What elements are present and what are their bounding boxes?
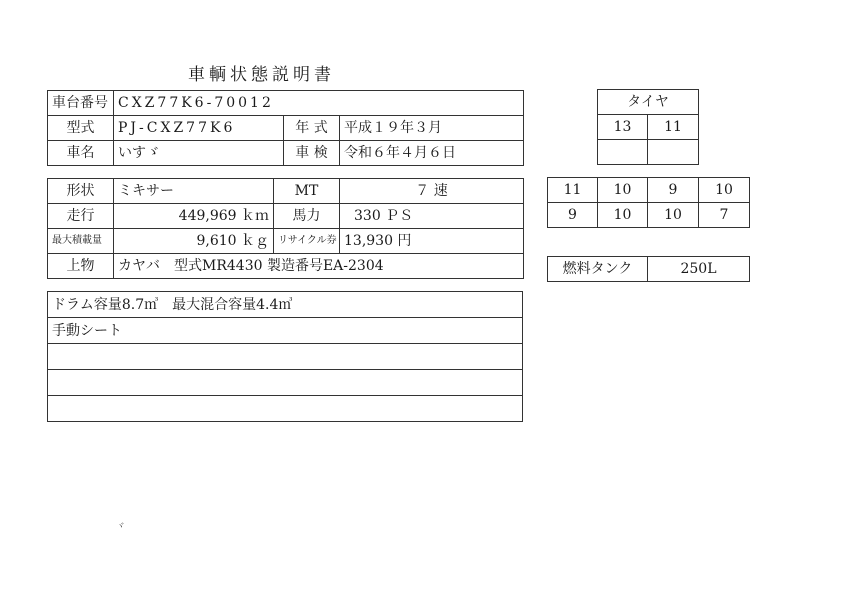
scan-mark: ヾ	[116, 522, 126, 532]
table-row	[598, 90, 699, 115]
tire-rear-cell: 10	[699, 178, 750, 203]
chassis-value: CXZ77K6-70012	[114, 91, 524, 116]
fuel-tank-table	[547, 256, 750, 282]
spec-table	[47, 178, 524, 279]
list-item	[48, 318, 523, 344]
model-label: 型式	[48, 116, 114, 141]
table-row	[48, 116, 524, 141]
inspection-value: 令和６年４月６日	[340, 141, 524, 166]
load-label: 最大積載量	[48, 229, 114, 254]
table-row	[48, 141, 524, 166]
list-item	[48, 396, 523, 422]
tire-rear-cell: 10	[598, 178, 648, 203]
rear-tire-table	[547, 177, 750, 228]
note-line	[48, 396, 523, 422]
year-value: 平成１９年３月	[340, 116, 524, 141]
table-row	[598, 115, 699, 140]
document-title: 車輌状態説明書	[188, 65, 335, 85]
tire-rear-cell: 9	[648, 178, 699, 203]
table-row	[48, 254, 524, 279]
table-row	[48, 91, 524, 116]
recycle-label: リサイクル券	[274, 229, 340, 254]
recycle-value: 13,930 円	[340, 229, 524, 254]
chassis-label: 車台番号	[48, 91, 114, 116]
table-row	[598, 140, 699, 165]
load-value: 9,610 ｋｇ	[114, 229, 274, 254]
note-line: ドラム容量8.7㎥ 最大混合容量4.4㎥	[48, 292, 523, 318]
shape-label: 形状	[48, 179, 114, 204]
front-tire-table	[597, 89, 699, 165]
list-item	[48, 292, 523, 318]
mt-value: ７ 速	[340, 179, 524, 204]
tire-front-left: 13	[598, 115, 648, 140]
table-row	[48, 204, 524, 229]
tire-rear-cell: 10	[648, 203, 699, 228]
table-row	[48, 229, 524, 254]
table-row	[48, 179, 524, 204]
fuel-label: 燃料タンク	[548, 257, 648, 282]
power-label: 馬力	[274, 204, 340, 229]
mileage-value: 449,969 ｋｍ	[114, 204, 274, 229]
list-item	[48, 344, 523, 370]
tire-header: タイヤ	[598, 90, 699, 115]
table-row	[548, 257, 750, 282]
tire-front-extra-left	[598, 140, 648, 165]
maker-value: いすゞ	[114, 141, 284, 166]
mt-label: MT	[274, 179, 340, 204]
mileage-label: 走行	[48, 204, 114, 229]
table-row	[548, 178, 750, 203]
tire-rear-cell: 9	[548, 203, 598, 228]
power-value: 330 ＰＳ	[340, 204, 524, 229]
notes-table	[47, 291, 523, 422]
list-item	[48, 370, 523, 396]
tire-rear-cell: 7	[699, 203, 750, 228]
tire-rear-cell: 10	[598, 203, 648, 228]
shape-value: ミキサー	[114, 179, 274, 204]
body-label: 上物	[48, 254, 114, 279]
note-line	[48, 344, 523, 370]
inspection-label: 車 検	[284, 141, 340, 166]
fuel-value: 250L	[648, 257, 750, 282]
table-row	[548, 203, 750, 228]
tire-rear-cell: 11	[548, 178, 598, 203]
model-value: PJ-CXZ77K6	[114, 116, 284, 141]
year-label: 年 式	[284, 116, 340, 141]
vehicle-info-table	[47, 90, 524, 166]
body-value: カヤバ 型式MR4430 製造番号EA-2304	[114, 254, 524, 279]
note-line: 手動シート	[48, 318, 523, 344]
maker-label: 車名	[48, 141, 114, 166]
tire-front-right: 11	[648, 115, 699, 140]
tire-front-extra-right	[648, 140, 699, 165]
note-line	[48, 370, 523, 396]
